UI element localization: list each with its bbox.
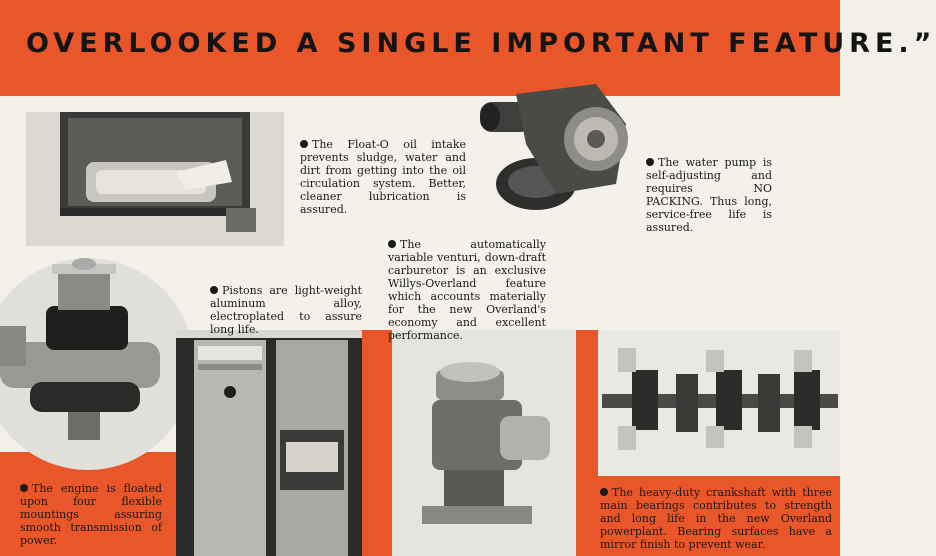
orange-strip xyxy=(362,330,392,556)
bullet-icon xyxy=(388,240,396,248)
float-o-photo xyxy=(26,112,284,246)
carburetor-caption-text: The automatically variable venturi, down-draft carburetor is an exclusive Willys-Overland feature which accounts materially for the new Overland's economy and excellent performance. xyxy=(388,238,546,342)
bullet-icon xyxy=(600,488,608,496)
carburetor-caption xyxy=(388,238,546,342)
crankshaft-photo xyxy=(598,330,840,476)
bullet-icon xyxy=(210,286,218,294)
water-pump-caption-text: The water pump is self-adjusting and requires NO PACKING. Thus long, service-free life is assured. xyxy=(646,156,772,234)
pistons-photo xyxy=(176,330,362,556)
pistons-caption-text: Pistons are light-weight aluminum alloy, electroplated to assure long life. xyxy=(210,284,362,336)
float-o-caption xyxy=(300,138,466,216)
water-pump-photo xyxy=(476,84,636,218)
carburetor-photo xyxy=(392,330,576,556)
bullet-icon xyxy=(20,484,28,492)
water-pump-caption xyxy=(646,156,772,234)
headline: OVERLOOKED A SINGLE IMPORTANT FEATURE.” xyxy=(26,28,936,59)
bullet-icon xyxy=(300,140,308,148)
engine-mount-photo xyxy=(0,242,196,460)
float-o-caption-text: The Float-O oil intake prevents sludge, water and dirt from getting into the oil circulation system. Better, cleaner lubrication is assured. xyxy=(300,138,466,216)
engine-mount-caption-text: The engine is floated upon four flexible mountings assuring smooth transmission of power. xyxy=(20,482,162,547)
crankshaft-caption xyxy=(600,486,832,551)
crankshaft-caption-text: The heavy-duty crankshaft with three main bearings contributes to strength and long life in the new Overland powerplant. Bearing surfaces have a mirror finish to prevent wear. xyxy=(600,486,832,551)
pistons-caption xyxy=(210,284,362,336)
bullet-icon xyxy=(646,158,654,166)
engine-mount-caption xyxy=(20,482,162,547)
